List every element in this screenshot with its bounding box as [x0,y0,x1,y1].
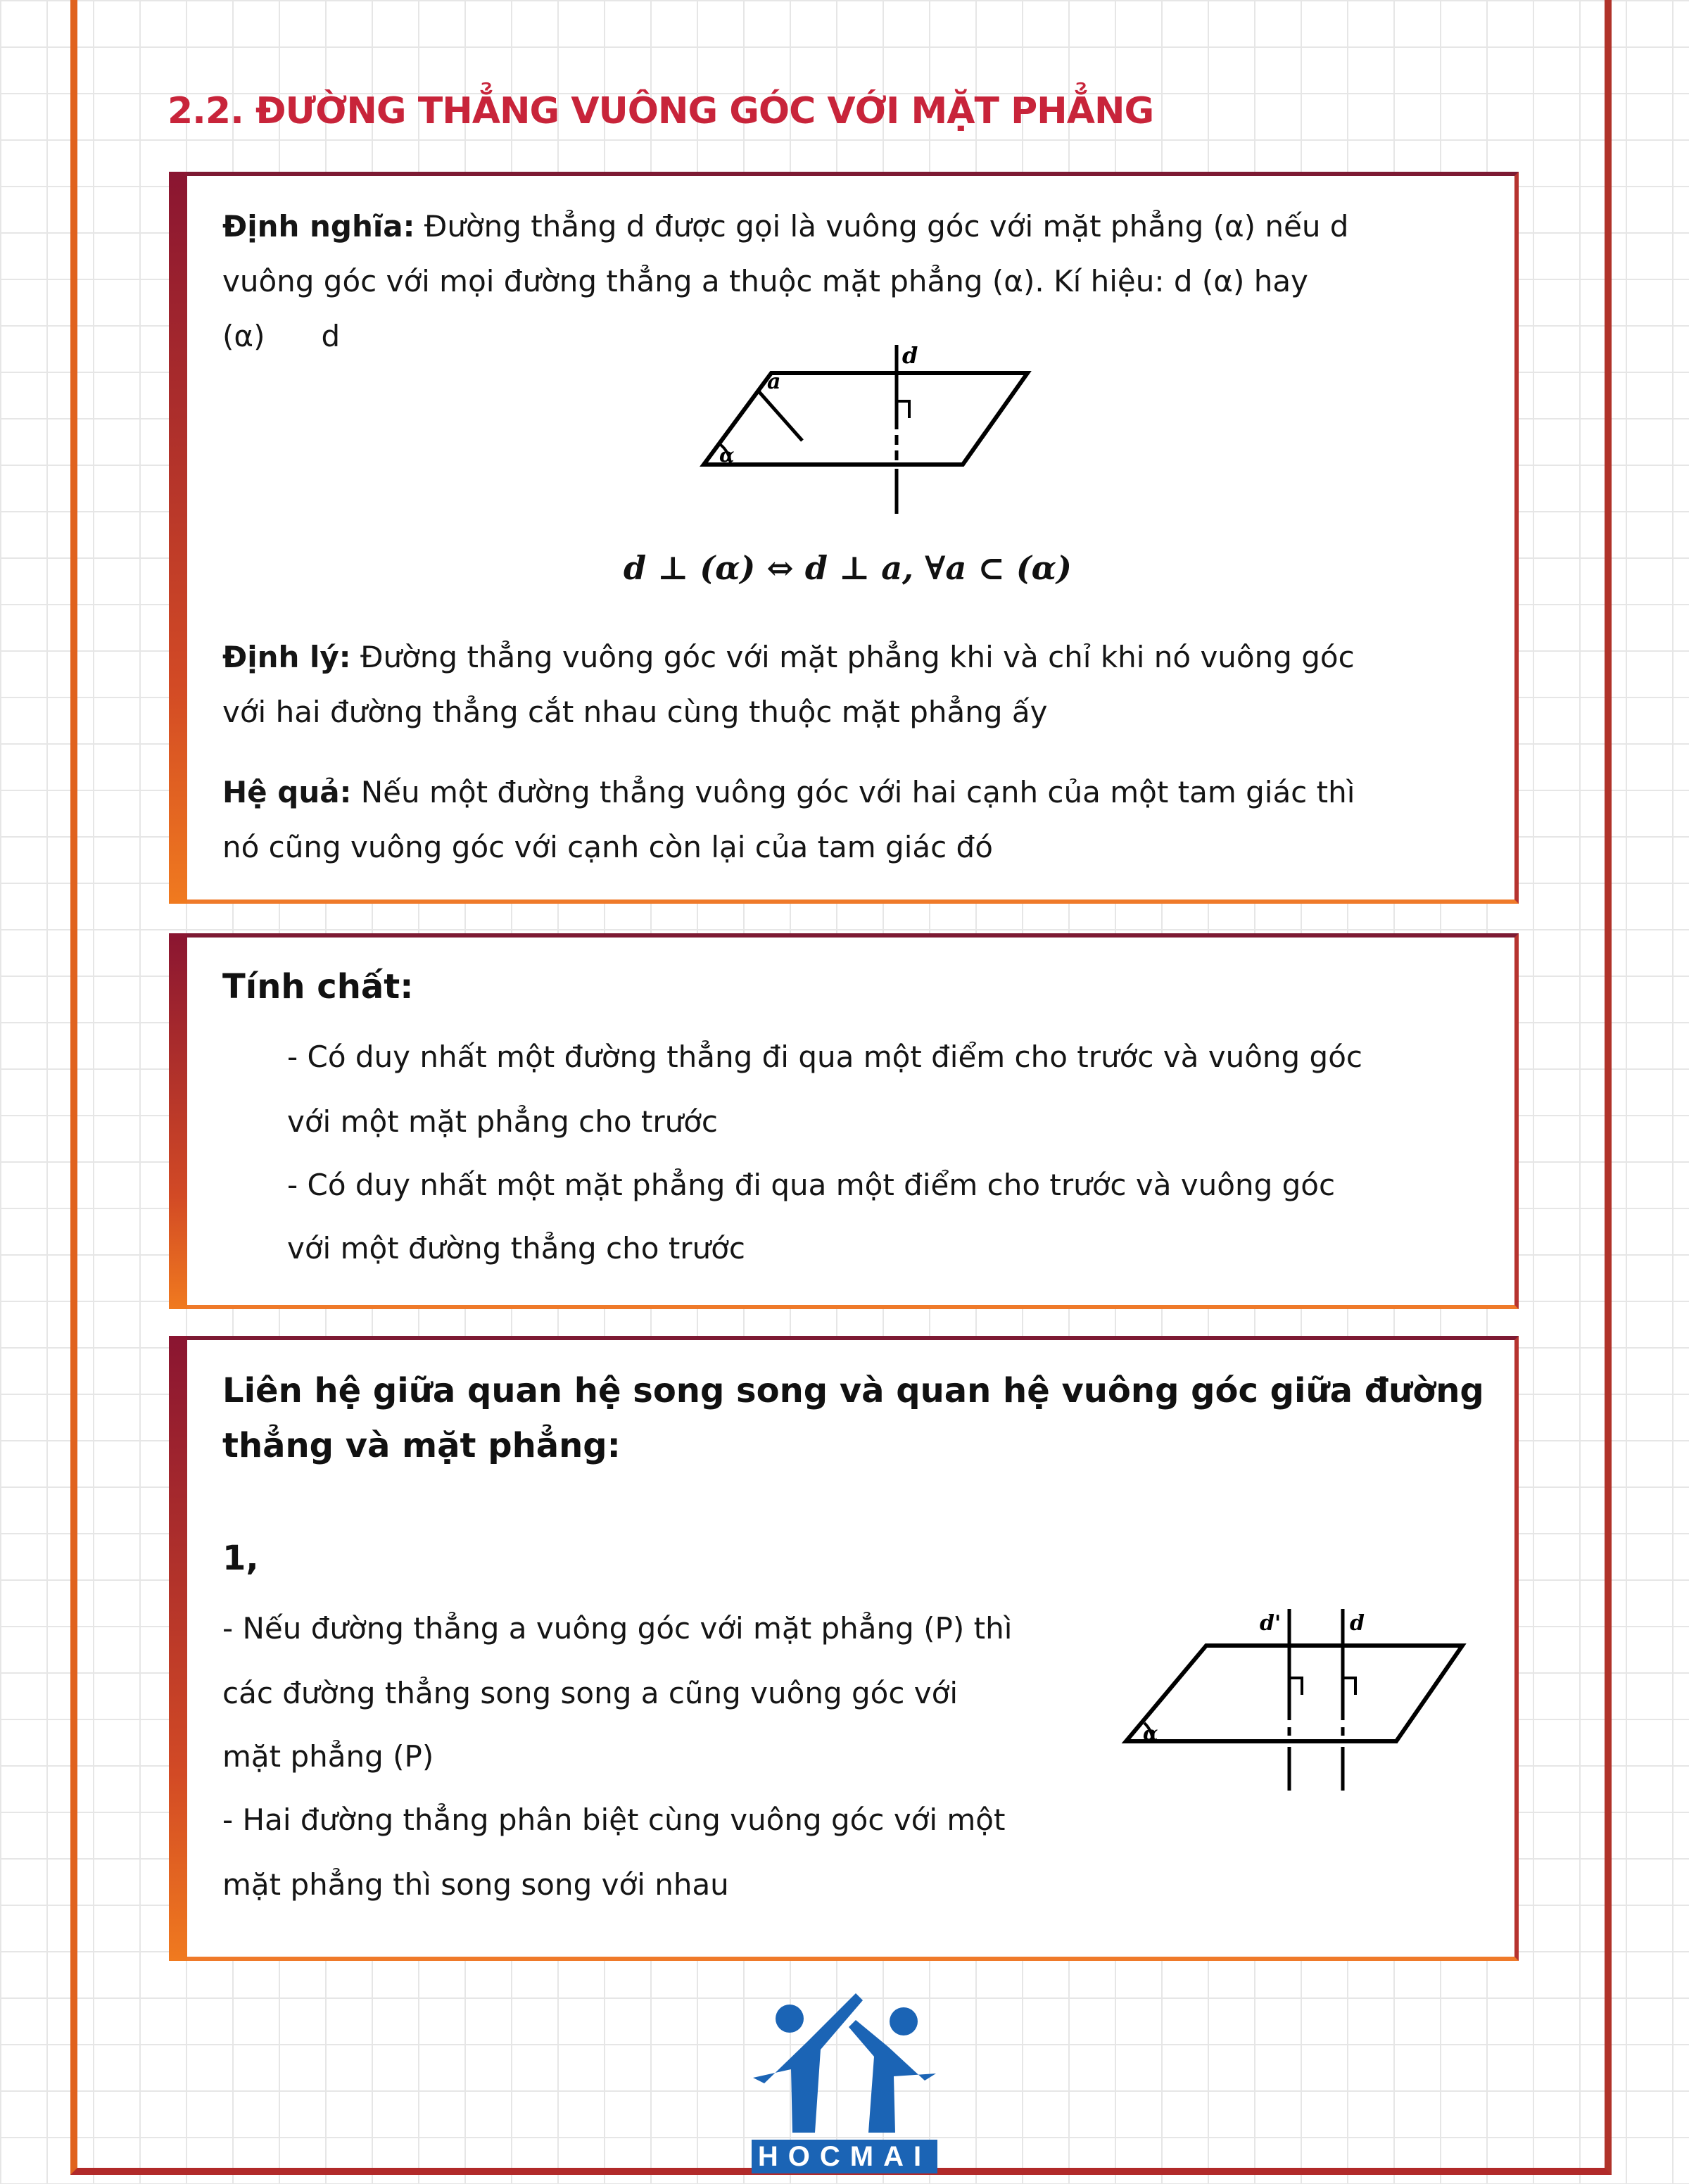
figure-label-d: d [902,345,918,369]
figure-label-d2: d [1350,1611,1365,1636]
relation-p1-line-3: mặt phẳng (P) [222,1739,434,1774]
relation-number: 1, [222,1539,259,1578]
property-2-line-2: với một đường thẳng cho trước [287,1231,745,1265]
definition-line-1: Định nghĩa: Đường thẳng d được gọi là vuông góc với mặt phẳng (α) nếu d [222,209,1349,244]
relation-box [169,1336,1519,1961]
corollary-label: Hệ quả: [222,775,352,809]
definition-formula: d ⊥ (α) ⇔ d ⊥ a, ∀a ⊂ (α) [624,549,1072,587]
corollary-line-2: nó cũng vuông góc với cạnh còn lại của tam giác đó [222,830,993,864]
theorem-line-1: Định lý: Đường thẳng vuông góc với mặt phẳng khi và chỉ khi nó vuông góc [222,640,1355,674]
figure-label-alpha2: α [1143,1722,1158,1745]
parallel-perpendicular-figure [1102,1602,1496,1820]
property-1-line-1: - Có duy nhất một đường thẳng đi qua một điểm cho trước và vuông góc [287,1040,1362,1074]
figure-label-alpha: α [719,443,735,467]
corollary-line-1: Hệ quả: Nếu một đường thẳng vuông góc với hai cạnh của một tam giác thì [222,775,1355,809]
hocmai-logo-text: HOCMAI [752,2140,937,2173]
property-2-line-1: - Có duy nhất một mặt phẳng đi qua một điểm cho trước và vuông góc [287,1168,1336,1202]
hocmai-logo-figures [750,1992,939,2140]
definition-line-2: vuông góc với mọi đường thẳng a thuộc mặt phẳng (α). Kí hiệu: d (α) hay [222,264,1308,298]
figure-label-a: a [767,370,781,394]
theorem-line-2: với hai đường thẳng cắt nhau cùng thuộc mặt phẳng ấy [222,695,1048,729]
relation-p1-line-2: các đường thẳng song song a cũng vuông góc với [222,1676,958,1710]
property-1-line-2: với một mặt phẳng cho trước [287,1104,719,1139]
definition-line-3: (α) d [222,319,341,353]
relation-p2-line-1: - Hai đường thẳng phân biệt cùng vuông góc với một [222,1803,1006,1837]
relation-p2-line-2: mặt phẳng thì song song với nhau [222,1867,729,1902]
properties-heading: Tính chất: [222,967,414,1006]
figure-label-d-prime: d' [1260,1611,1282,1636]
hocmai-logo [750,1992,939,2176]
relation-heading-line-2: thẳng và mặt phẳng: [222,1426,621,1465]
definition-label: Định nghĩa: [222,209,415,244]
section-title: 2.2. ĐƯỜNG THẲNG VUÔNG GÓC VỚI MẶT PHẲNG [167,90,1154,132]
relation-p1-line-1: - Nếu đường thẳng a vuông góc với mặt phẳng (P) thì [222,1611,1013,1646]
theorem-label: Định lý: [222,640,351,674]
definition-box [169,172,1519,904]
properties-box [169,933,1519,1309]
relation-heading-line-1: Liên hệ giữa quan hệ song song và quan hệ vuông góc giữa đường [222,1371,1484,1410]
perpendicular-figure [680,345,1102,563]
